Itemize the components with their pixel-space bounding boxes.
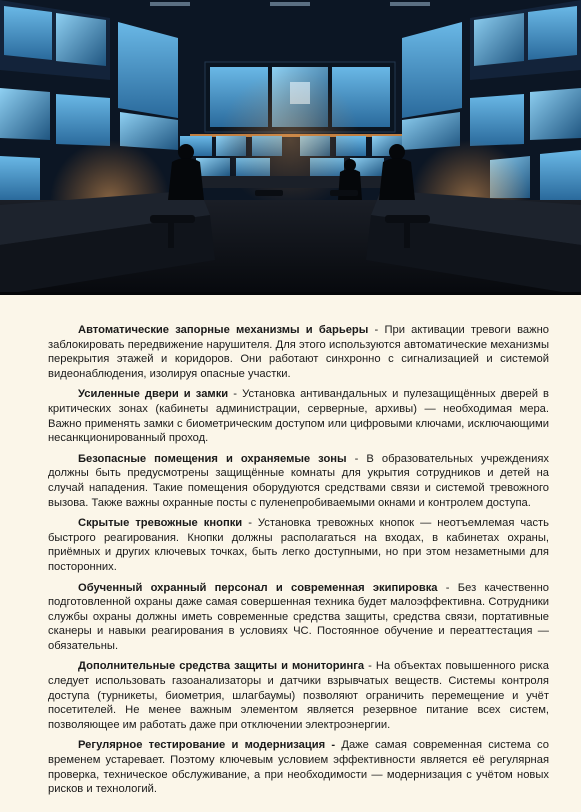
paragraph-text: - Установка антивандальных и пулезащищённых дверей в критических зонах (кабинеты администрации, серверные, архивы) — необходимая мера. Важно применять замки с биометрическим доступом или цифровыми ключами, исключающими несанкционированный проход. xyxy=(48,388,549,445)
paragraph-heading: Дополнительные средства защиты и мониторинга xyxy=(78,660,365,673)
paragraph-barriers xyxy=(48,323,549,381)
paragraph-heading: Безопасные помещения и охраняемые зоны xyxy=(78,452,347,465)
paragraph-text: - На объектах повышенного риска следует использовать газоанализаторы и датчики взрывчатых веществ. Системы контроля доступа (турникеты, биометрия, шлагбаумы) позволяют ограничить перемещение и учёт посетителей. Не менее важным элементом является резервное питание всех систем, позволяющее им работать даже при отключении электроэнергии. xyxy=(48,660,549,731)
paragraph-text: - Без качественно подготовленной охраны даже самая совершенная техника будет малоэффективна. Сотрудники службы охраны должны иметь современные средства защиты, средства связи, портативные сканеры и навыки реагирования в условиях ЧС. Постоянное обучение и переаттестация — обязательны. xyxy=(48,581,549,652)
paragraph-heading: Регулярное тестирование и модернизация - xyxy=(78,739,336,752)
paragraph-heading: Усиленные двери и замки xyxy=(78,388,229,401)
paragraph-guards xyxy=(48,581,549,654)
paragraph-text: - В образовательных учреждениях должны быть предусмотрены защищённые комнаты для укрытия сотрудников и детей на случай нападения. Такие помещения оборудуются средствами связи и системой тревожного вызова. Также важны охранные посты с пуленепробиваемыми окнами и контролем доступа. xyxy=(48,452,549,509)
paragraph-heading: Обученный охранный персонал и современная экипировка xyxy=(78,581,438,594)
paragraph-doors xyxy=(48,387,549,445)
article-body xyxy=(48,323,549,803)
paragraph-text: - Установка тревожных кнопок — неотъемлемая часть быстрого реагирования. Кнопки должны располагаться на входах, в кабинетах охраны, приёмных и других ключевых точках, быть легко доступными, но при этом незаметными для посторонних. xyxy=(48,517,549,573)
control-room-image xyxy=(0,0,581,295)
paragraph-text: - При активации тревоги важно заблокировать передвижение нарушителя. Для этого используются автоматические механизмы перекрытия этажей и коридоров. Они работают синхронно с сигнализацией и системой видеонаблюдения, изолируя опасные участки. xyxy=(48,324,549,380)
paragraph-heading: Автоматические запорные механизмы и барьеры xyxy=(78,324,369,336)
paragraph-panic-buttons xyxy=(48,516,549,574)
paragraph-safe-rooms xyxy=(48,452,549,510)
paragraph-monitoring xyxy=(48,659,549,732)
paragraph-heading: Скрытые тревожные кнопки xyxy=(78,517,243,530)
paragraph-text: Даже самая современная система со временем устаревает. Поэтому ключевым условием эффективности является её регулярная проверка, техническое обслуживание, а при необходимости — модернизация с учётом новых рисков и технологий. xyxy=(48,739,549,796)
paragraph-testing xyxy=(48,738,549,796)
control-room-illustration xyxy=(0,0,581,295)
